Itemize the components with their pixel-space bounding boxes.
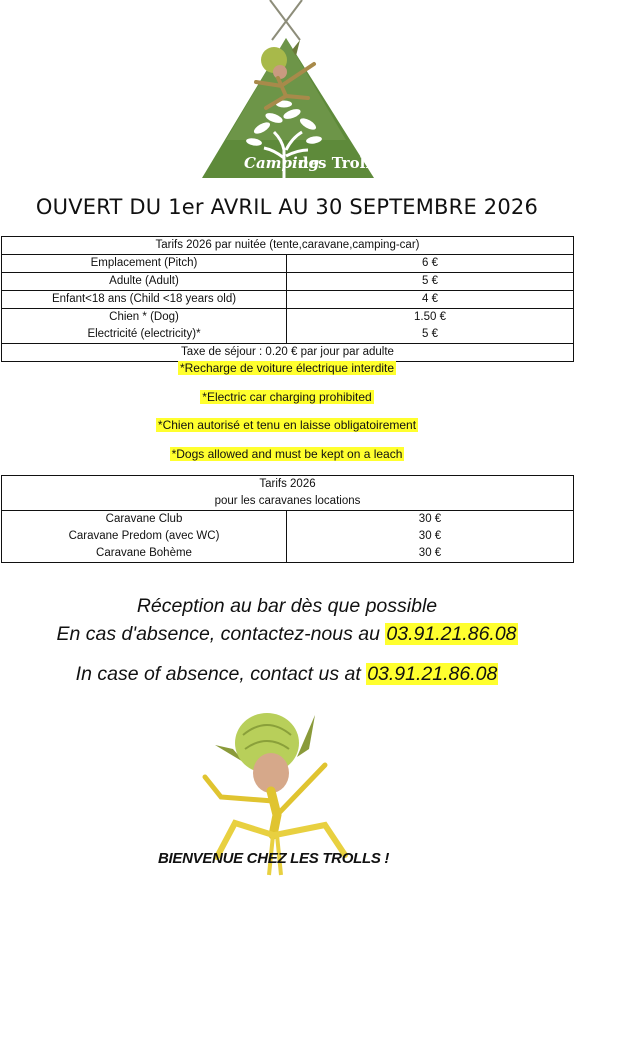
caravan-rentals-table bbox=[1, 475, 574, 563]
note-ev-charging-fr: *Recharge de voiture électrique interdite bbox=[179, 361, 395, 375]
row-label: Caravane Club bbox=[2, 511, 287, 529]
opening-period-title: OUVERT DU 1er AVRIL AU 30 SEPTEMBRE 2026 bbox=[35, 195, 539, 219]
camping-logo bbox=[196, 0, 380, 184]
row-label: Adulte (Adult) bbox=[2, 273, 287, 291]
table-row bbox=[2, 545, 574, 563]
svg-text:Camping: Camping bbox=[244, 154, 320, 172]
row-label: Chien * (Dog) bbox=[2, 309, 287, 327]
tourist-tax: Taxe de séjour : 0.20 € par jour par adulte bbox=[181, 346, 394, 358]
row-price: 30 € bbox=[418, 513, 442, 525]
row-label: Emplacement (Pitch) bbox=[2, 255, 287, 273]
table-row bbox=[2, 291, 574, 309]
table-row bbox=[2, 309, 574, 327]
table-header bbox=[2, 476, 574, 511]
absence-contact-en: In case of absence, contact us at 03.91.21.86.08 bbox=[75, 663, 498, 685]
absence-contact-fr: En cas d'absence, contactez-nous au 03.91.21.86.08 bbox=[56, 623, 517, 645]
header-line-1: Tarifs 2026 bbox=[259, 478, 316, 490]
row-price: 30 € bbox=[418, 530, 442, 542]
row-label: Enfant<18 ans (Child <18 years old) bbox=[2, 291, 287, 309]
header-line-2: pour les caravanes locations bbox=[214, 495, 361, 507]
row-label: Caravane Predom (avec WC) bbox=[2, 528, 287, 545]
table-row bbox=[2, 326, 574, 344]
table-header: Tarifs 2026 par nuitée (tente,caravane,camping-car) bbox=[155, 239, 420, 251]
table-row bbox=[2, 511, 574, 529]
row-price: 30 € bbox=[418, 547, 442, 559]
phone-number[interactable]: 03.91.21.86.08 bbox=[367, 663, 498, 685]
row-price: 6 € bbox=[422, 257, 438, 269]
table-row bbox=[2, 528, 574, 545]
note-dogs-fr: *Chien autorisé et tenu en laisse obligatoirement bbox=[157, 418, 417, 432]
row-label: Electricité (electricity)* bbox=[2, 326, 287, 344]
reception-info: Réception au bar dès que possible bbox=[136, 595, 438, 617]
nightly-tariffs-table bbox=[1, 236, 574, 362]
row-price: 4 € bbox=[422, 293, 438, 305]
phone-number[interactable]: 03.91.21.86.08 bbox=[386, 623, 517, 645]
row-price: 5 € bbox=[422, 275, 438, 287]
table-row bbox=[2, 255, 574, 273]
note-ev-charging-en: *Electric car charging prohibited bbox=[202, 390, 372, 404]
table-footer-row bbox=[2, 344, 574, 362]
table-header-row bbox=[2, 237, 574, 255]
welcome-message: BIENVENUE CHEZ LES TROLLS ! bbox=[158, 850, 390, 867]
note-dogs-en: *Dogs allowed and must be kept on a leach bbox=[171, 447, 403, 461]
logo-graphic bbox=[196, 0, 380, 184]
row-price: 1.50 € bbox=[414, 311, 446, 323]
table-header-row bbox=[2, 476, 574, 511]
row-label: Caravane Bohème bbox=[2, 545, 287, 563]
svg-text:des Trolls: des Trolls bbox=[298, 154, 380, 172]
table-row bbox=[2, 273, 574, 291]
row-price: 5 € bbox=[422, 328, 438, 340]
